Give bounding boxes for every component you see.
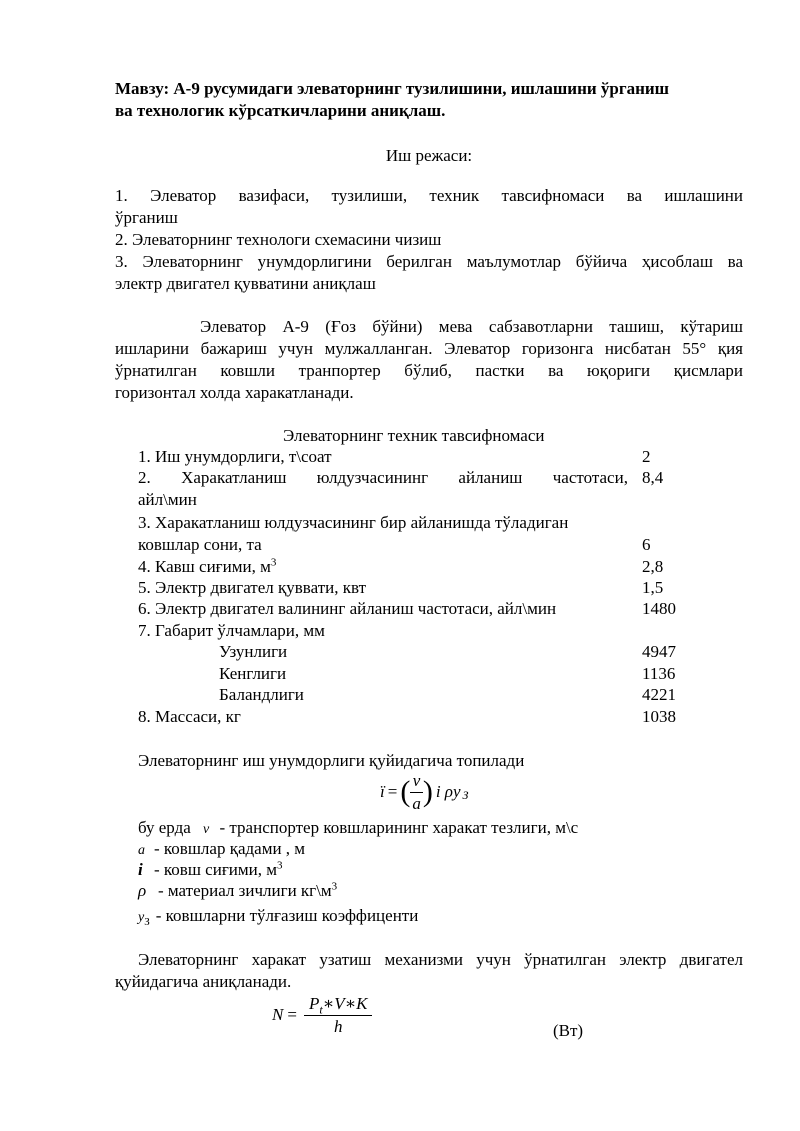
spec-label-part: 2.: [138, 468, 151, 487]
spec-label-part: Харакатланиш: [181, 468, 287, 487]
spec-label: 5. Электр двигател қуввати, квт: [138, 578, 367, 597]
spec-row: [138, 706, 678, 728]
spec-value: 6: [642, 535, 651, 554]
numerator-subscript: t: [319, 1001, 323, 1016]
plan-heading: Иш режаси:: [385, 146, 473, 165]
formula-equals: =: [287, 1005, 297, 1024]
symbol-a: a: [138, 843, 145, 858]
spec-label: 1. Иш унумдорлиги, т\соат: [138, 447, 332, 466]
document-title: [115, 78, 743, 122]
spec-label: 3. Харакатланиш юлдузчасининг бир айланишда тўладиган: [138, 513, 569, 532]
spec-label: Узунлиги: [219, 642, 288, 661]
symbol-subscript: З: [144, 916, 150, 929]
spec-row: [138, 620, 678, 642]
symbol-y: y: [138, 910, 145, 925]
formula-lhs: N: [272, 1005, 284, 1024]
title-line-1: Мавзу: А-9 русумидаги элеваторнинг тузилишини, ишлашини ўрганиш: [115, 79, 670, 98]
numerator-rest: ∗V∗K: [322, 993, 368, 1013]
plan-item-2: 2. Элеваторнинг технологи схемасини чизиш: [115, 230, 442, 249]
definition-i: [138, 859, 283, 881]
spec-row: [138, 512, 678, 534]
title-line-2: ва технологик кўрсаткичларини аниқлаш.: [115, 101, 446, 120]
left-paren-icon: (: [400, 775, 411, 808]
intro-line-3: ўрнатилган ковшли транпортер бўлиб, пастки ва юқориги қисмлари: [115, 361, 743, 380]
motor-formula: [272, 992, 376, 1038]
plan-item-1-line-1: 1. Элеватор вазифаси, тузилиши, техник тавсифномаси ва ишлашини: [115, 186, 743, 205]
spec-heading: Элеваторнинг техник тавсифномаси: [283, 426, 545, 445]
spec-label: 8. Массаси, кг: [138, 707, 241, 726]
motor-unit: (Вт): [553, 1021, 584, 1040]
spec-row: [138, 598, 678, 620]
spec-row: [138, 446, 678, 468]
spec-label-part: частотаси,: [552, 468, 628, 487]
spec-label: [138, 467, 628, 489]
symbol-rho: ρ: [138, 881, 147, 900]
superscript: 3: [270, 556, 277, 569]
spec-value: 1038: [642, 707, 676, 726]
numerator-p: P: [308, 993, 320, 1013]
spec-label: Баландлиги: [219, 685, 304, 704]
plan-item-1-line-2: ўрганиш: [115, 208, 178, 227]
formula-fraction: [410, 770, 423, 815]
definition-text: - ковш сиғими, м: [154, 860, 278, 879]
formula-denominator: h: [304, 1015, 373, 1038]
spec-label-text: 4. Кавш сиғими, м: [138, 557, 271, 576]
spec-value: 4221: [642, 685, 676, 704]
spec-value: 1,5: [642, 578, 664, 597]
productivity-formula: ї = ( $\frac{v}{a}$ ) i ρy $_З$: [380, 770, 469, 813]
spec-label: Кенглиги: [219, 664, 287, 683]
intro-line-2: ишларини бажариш учун мулжалланган. Элеватор горизонга нисбатан 55° қия: [115, 339, 743, 358]
spec-label: ковшлар сони, та: [138, 535, 262, 554]
symbol-i: i: [138, 860, 143, 879]
spec-value: 4947: [642, 642, 676, 661]
spec-row-continuation: [138, 489, 678, 511]
spec-label: 7. Габарит ўлчамлари, мм: [138, 621, 325, 640]
spec-value: 8,4: [642, 468, 664, 487]
spec-label: [138, 556, 276, 578]
definition-text: - транспортер ковшларининг харакат тезлиги, м\с: [219, 818, 579, 837]
definition-rho: [138, 880, 337, 902]
spec-row: [138, 577, 678, 599]
definition-text: - материал зичлиги кг\м: [158, 881, 332, 900]
formula-lhs: ї: [380, 782, 385, 801]
right-paren-icon: ): [422, 775, 433, 808]
spec-label: айл\мин: [138, 490, 197, 509]
formula-numerator: [301, 993, 376, 1015]
spec-label-part: айланиш: [458, 468, 523, 487]
spec-value: 2: [642, 447, 651, 466]
symbol-v: v: [203, 822, 210, 837]
intro-line-4: горизонтал холда харакатланади.: [115, 383, 354, 402]
formula-fraction: [301, 993, 376, 1038]
formula-rest: i ρy: [435, 782, 461, 801]
plan-item-3-line-2: электр двигател қувватини аниқлаш: [115, 274, 376, 293]
spec-subrow: [138, 663, 678, 685]
definition-text: - ковшларни тўлғазиш коэффиценти: [155, 906, 419, 925]
motor-line-1: Элеваторнинг харакат узатиш механизми учун ўрнатилган электр двигател: [138, 950, 743, 969]
spec-subrow: [138, 684, 678, 706]
formula-numerator: v: [412, 770, 421, 790]
spec-subrow: [138, 641, 678, 663]
productivity-text: Элеваторнинг иш унумдорлиги қуйидагича топилади: [138, 751, 525, 770]
spec-row: [138, 556, 678, 578]
plan-item-3-line-1: 3. Элеваторнинг унумдорлигини берилган маълумотлар бўйича ҳисоблаш ва: [115, 252, 743, 271]
spec-label: 6. Электр двигател валининг айланиш частотаси, айл\мин: [138, 599, 557, 618]
spec-label-part: юлдузчасининг: [316, 468, 429, 487]
formula-denominator: a: [412, 793, 421, 813]
spec-row-continuation: [138, 534, 678, 556]
superscript: 3: [331, 880, 338, 893]
superscript: 3: [277, 859, 283, 872]
spec-value: 1136: [642, 664, 676, 683]
spec-value: 2,8: [642, 557, 664, 576]
formula-equals: =: [387, 782, 398, 801]
spec-value: 1480: [642, 599, 676, 618]
definition-y: [138, 905, 418, 929]
definition-text: - ковшлар қадами , м: [154, 839, 306, 858]
motor-line-2: қуйидагича аниқланади.: [115, 972, 292, 991]
spec-row: [138, 467, 678, 489]
intro-line-1: Элеватор А-9 (Ғоз бўйни) мева сабзавотларни ташиш, кўтариш: [200, 317, 743, 336]
definitions-intro: бу ерда: [138, 818, 191, 837]
